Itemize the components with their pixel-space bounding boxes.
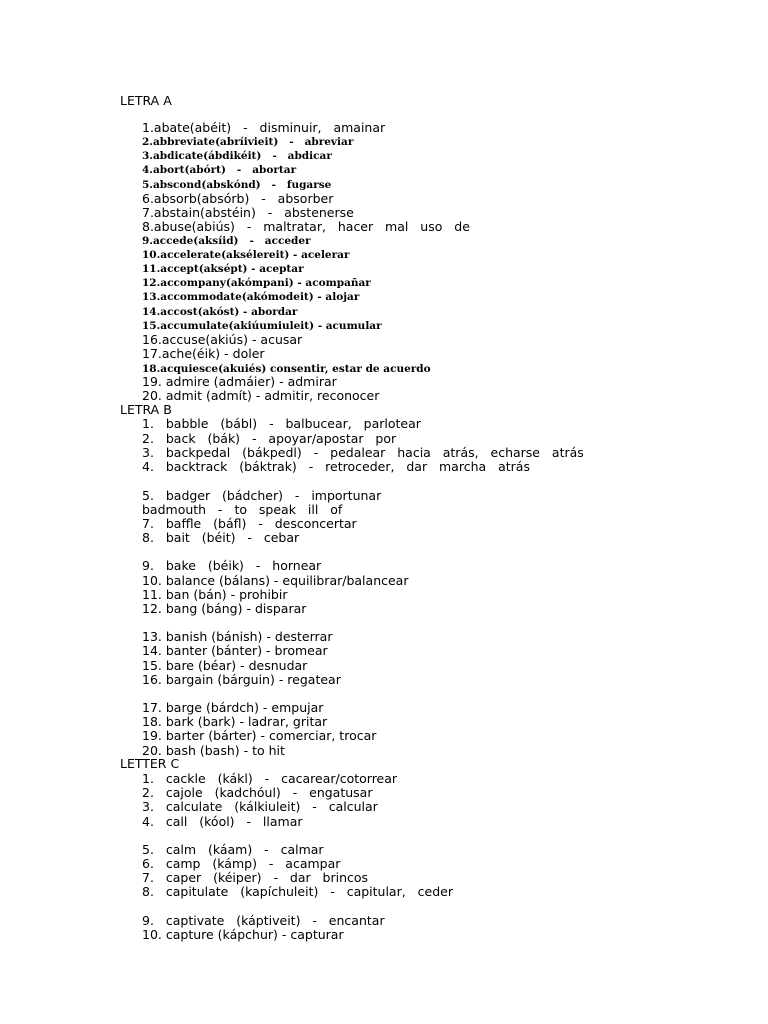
entry-a-16: 16.accuse(akiús) - acusar — [142, 332, 303, 347]
entry-b-18: 18. bark (bark) - ladrar, gritar — [142, 714, 328, 729]
entry-a-14: 14.accost(akóst) - abordar — [142, 306, 298, 318]
entry-a-12: 12.accompany(akómpani) - acompañar — [142, 277, 371, 289]
entry-b-10: 10. balance (bálans) - equilibrar/balancear — [142, 573, 409, 588]
entry-c-8: 8. capitulate (kapíchuleit) - capitular, ceder — [142, 884, 453, 899]
entry-b-4: 4. backtrack (báktrak) - retroceder, dar marcha atrás — [142, 459, 530, 474]
entry-a-19: 19. admire (admáier) - admirar — [142, 374, 337, 389]
entry-b-15: 15. bare (béar) - desnudar — [142, 658, 308, 673]
entry-c-4: 4. call (kóol) - llamar — [142, 814, 303, 829]
entry-a-13: 13.accommodate(akómodeit) - alojar — [142, 291, 360, 303]
entry-a-3: 3.abdicate(ábdikéit) - abdicar — [142, 150, 332, 162]
entry-a-11: 11.accept(aksépt) - aceptar — [142, 263, 304, 275]
entry-b-5: 5. badger (bádcher) - importunar — [142, 488, 382, 503]
entry-b-7: 7. baffle (báfl) - desconcertar — [142, 516, 357, 531]
entry-b-14: 14. banter (bánter) - bromear — [142, 643, 328, 658]
entry-c-2: 2. cajole (kadchóul) - engatusar — [142, 785, 373, 800]
entry-a-10: 10.accelerate(aksélereit) - acelerar — [142, 249, 350, 261]
entry-b-17: 17. barge (bárdch) - empujar — [142, 700, 324, 715]
entry-b-19: 19. barter (bárter) - comerciar, trocar — [142, 728, 377, 743]
entry-c-1: 1. cackle (kákl) - cacarear/cotorrear — [142, 771, 398, 786]
entry-b-8: 8. bait (béit) - cebar — [142, 530, 300, 545]
entry-a-20: 20. admit (admít) - admitir, reconocer — [142, 388, 380, 403]
entry-b-20: 20. bash (bash) - to hit — [142, 743, 285, 758]
entry-b-2: 2. back (bák) - apoyar/apostar por — [142, 431, 397, 446]
entry-a-15: 15.accumulate(akiúumiuleit) - acumular — [142, 320, 382, 332]
entry-c-9: 9. captivate (káptiveit) - encantar — [142, 913, 385, 928]
entry-b-1: 1. babble (bábl) - balbucear, parlotear — [142, 416, 421, 431]
entry-a-2: 2.abbreviate(abríivieit) - abreviar — [142, 136, 354, 148]
entry-a-6: 6.absorb(absórb) - absorber — [142, 191, 334, 206]
entry-c-5: 5. calm (káam) - calmar — [142, 842, 324, 857]
entry-a-1: 1.abate(abéit) - disminuir, amainar — [142, 120, 386, 135]
entry-b-16: 16. bargain (bárguin) - regatear — [142, 672, 341, 687]
entry-b-6: badmouth - to speak ill of — [142, 502, 343, 517]
entry-b-9: 9. bake (béik) - hornear — [142, 558, 322, 573]
entry-c-3: 3. calculate (kálkiuleit) - calcular — [142, 799, 378, 814]
section-heading-c: LETTER C — [120, 756, 180, 771]
section-heading-b: LETRA B — [120, 402, 172, 417]
entry-a-5: 5.abscond(abskónd) - fugarse — [142, 179, 332, 191]
entry-b-12: 12. bang (báng) - disparar — [142, 601, 307, 616]
entry-c-6: 6. camp (kámp) - acampar — [142, 856, 341, 871]
entry-b-11: 11. ban (bán) - prohibir — [142, 587, 288, 602]
entry-c-10: 10. capture (kápchur) - capturar — [142, 927, 344, 942]
entry-c-7: 7. caper (kéiper) - dar brincos — [142, 870, 369, 885]
entry-b-13: 13. banish (bánish) - desterrar — [142, 629, 333, 644]
entry-b-3: 3. backpedal (bákpedl) - pedalear hacia atrás, echarse atrás — [142, 445, 584, 460]
section-heading-a: LETRA A — [120, 93, 172, 108]
entry-a-17: 17.ache(éik) - doler — [142, 346, 265, 361]
entry-a-9: 9.accede(aksíid) - acceder — [142, 235, 311, 247]
entry-a-18: 18.acquiesce(akuiés) consentir, estar de acuerdo — [142, 363, 431, 375]
entry-a-4: 4.abort(abórt) - abortar — [142, 164, 297, 176]
entry-a-7: 7.abstain(abstéin) - abstenerse — [142, 205, 354, 220]
entry-a-8: 8.abuse(abiús) - maltratar, hacer mal uso de — [142, 219, 470, 234]
